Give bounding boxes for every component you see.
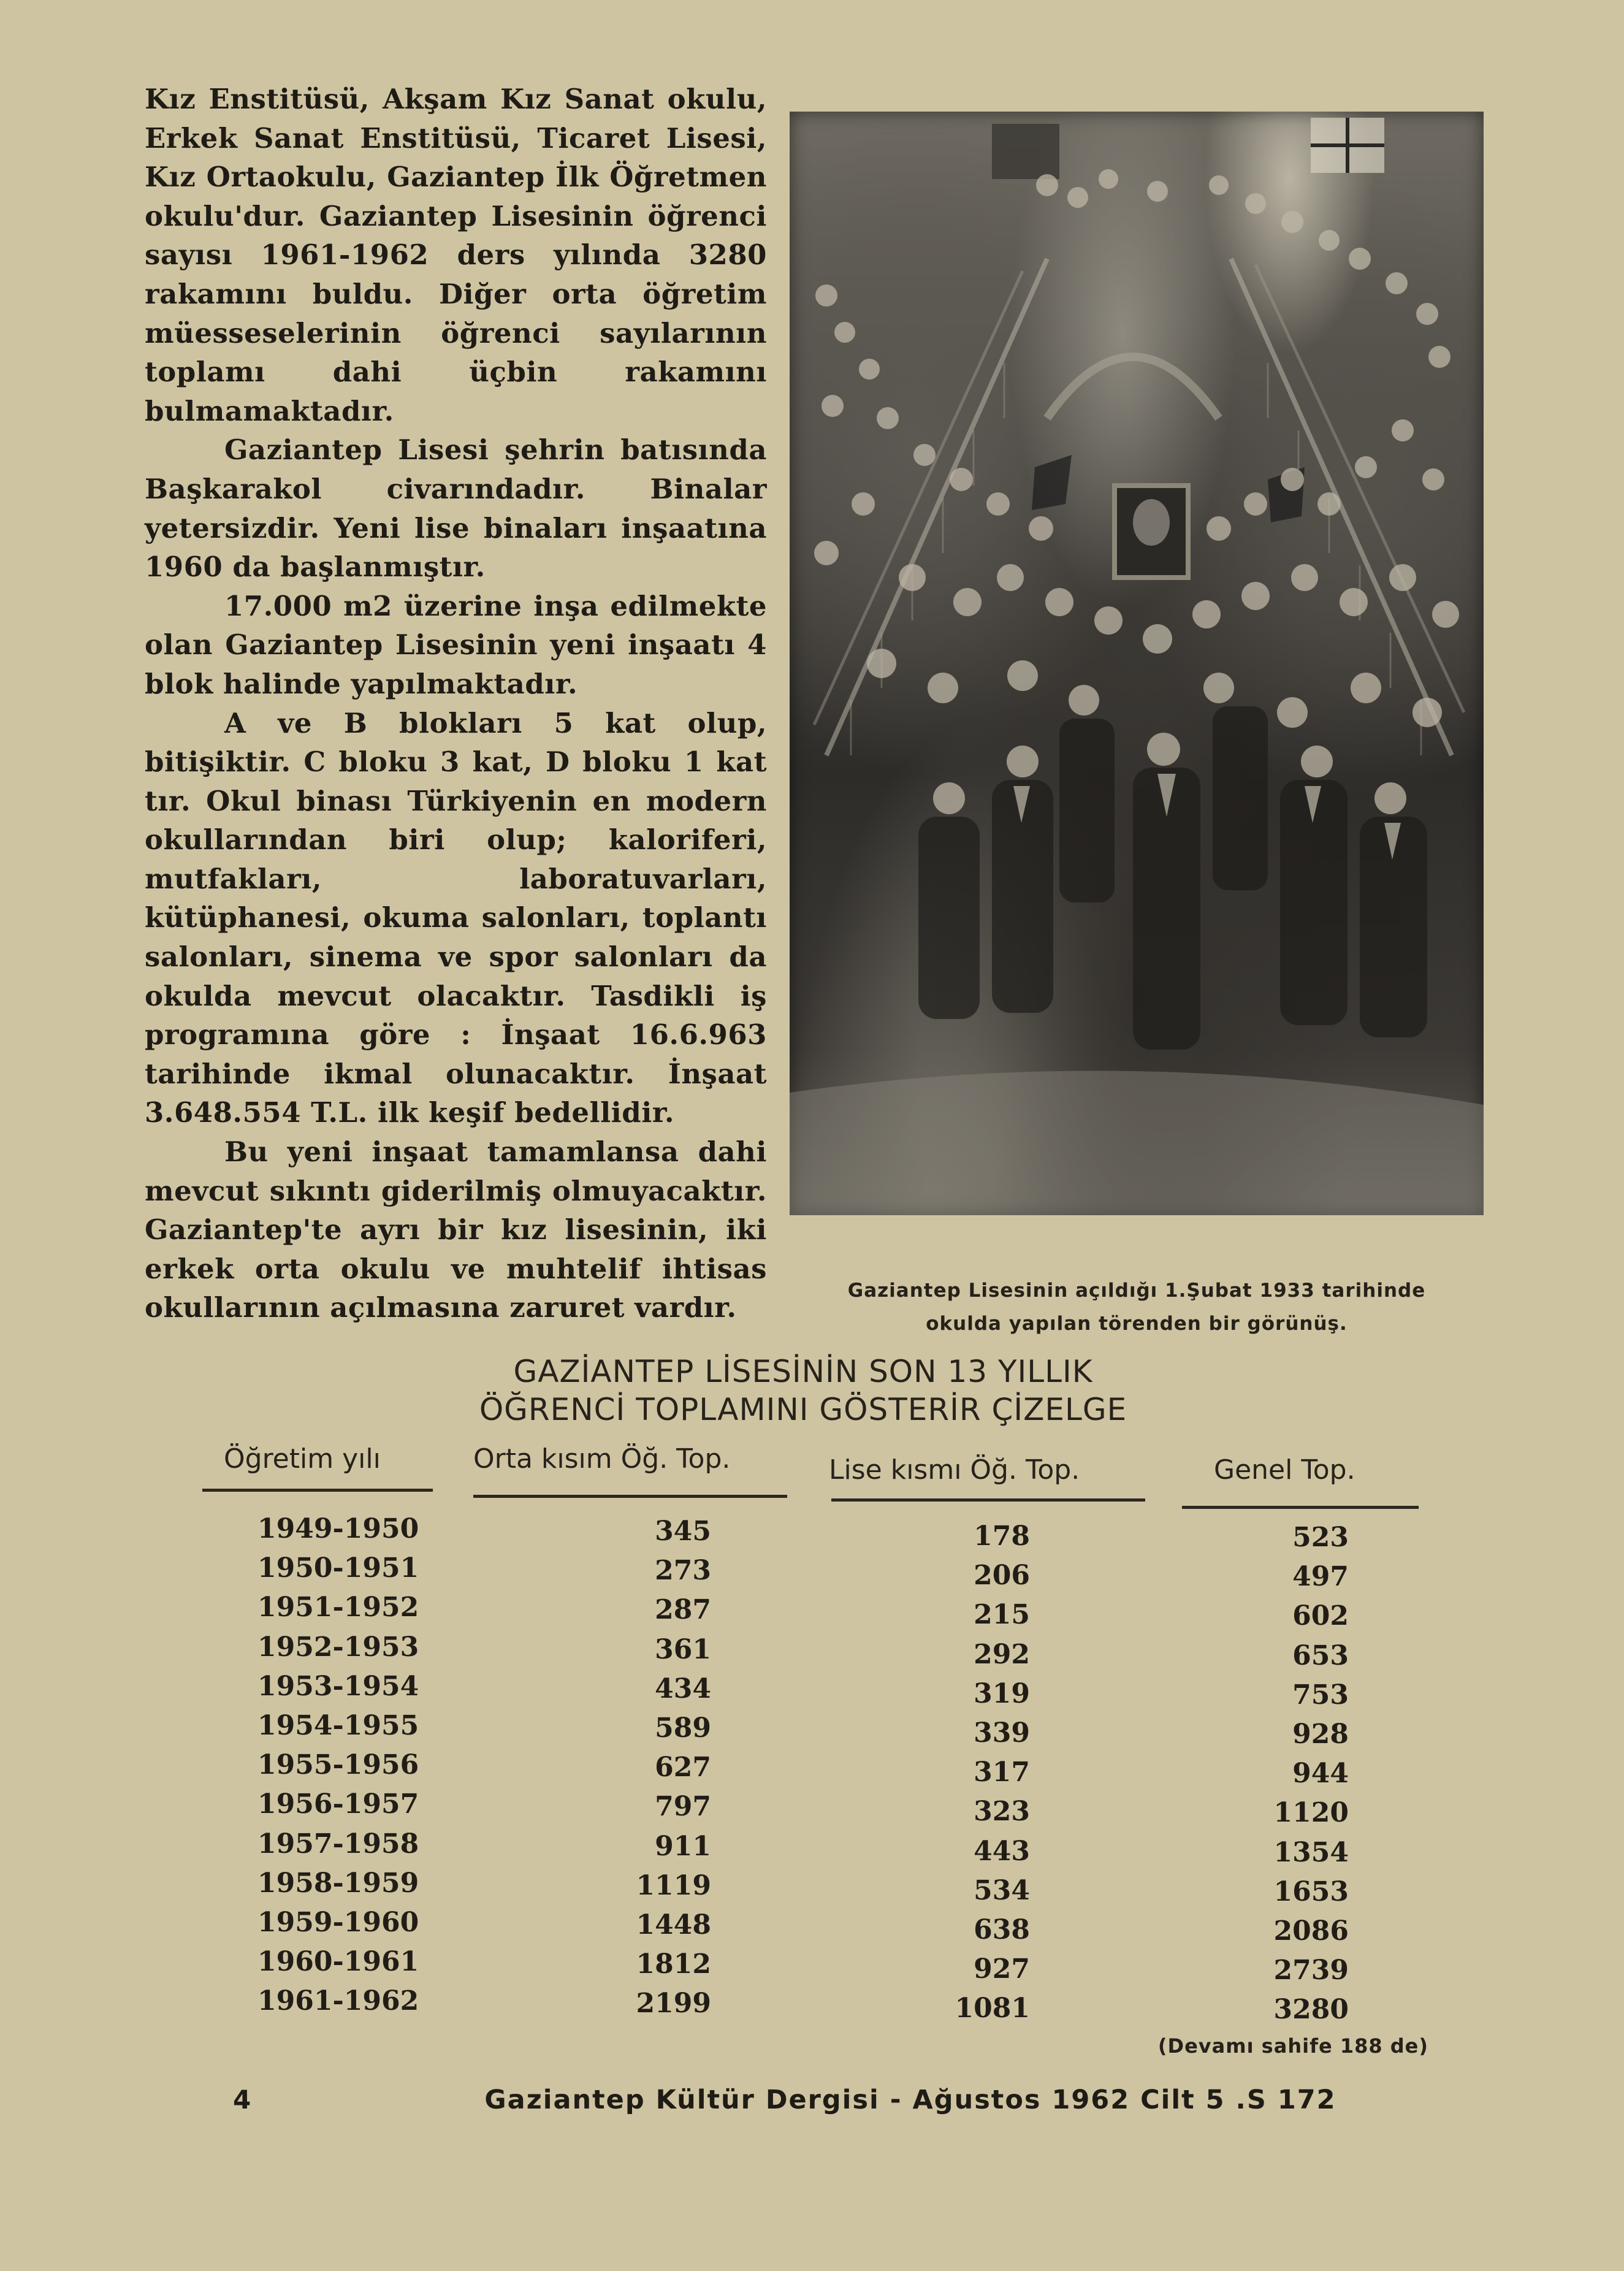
table-cell-total: 653 — [1292, 1639, 1349, 1671]
table-cell-total: 928 — [1292, 1719, 1349, 1750]
table-cell-year: 1952-1953 — [257, 1631, 419, 1663]
header-underline — [202, 1489, 433, 1492]
table-cell-high: 206 — [974, 1560, 1030, 1592]
header-general-total: Genel Top. — [1214, 1454, 1355, 1486]
table-cell-middle: 273 — [655, 1555, 711, 1587]
table-cell-year: 1949-1950 — [257, 1513, 419, 1544]
magazine-footer: Gaziantep Kültür Dergisi - Ağustos 1962 Cilt 5 .S 172 — [484, 2085, 1336, 2115]
photo-caption — [790, 1274, 1484, 1340]
article-paragraph: Kız Enstitüsü, Akşam Kız Sanat okulu, Erkek Sanat Enstitüsü, Ticaret Lisesi, Kız Ortaokulu, Gaziantep İlk Öğretmen okulu'dur. Gaziantep Lisesinin öğrenci sayısı 1961-1962 ders yılında 3280 rakamını buldu. Diğer orta öğretim müesseselerinin öğrenci sayılarının toplamı dahi üçbin rakamını bulmamaktadır. — [145, 83, 767, 427]
table-cell-year: 1961-1962 — [257, 1985, 419, 2017]
photo-illustration — [790, 112, 1484, 1215]
table-cell-high: 215 — [974, 1599, 1030, 1631]
table-title-line: GAZİANTEP LİSESİNİN SON 13 YILLIK — [513, 1354, 1093, 1389]
table-cell-middle: 2199 — [636, 1988, 711, 2020]
table-cell-high: 638 — [974, 1914, 1030, 1945]
page-number: 4 — [233, 2085, 251, 2115]
table-cell-year: 1956-1957 — [257, 1788, 419, 1820]
article-paragraph: A ve B blokları 5 kat olup, bitişiktir. C bloku 3 kat, D bloku 1 kat tır. Okul binası Türkiyenin en modern okullarından biri olup; kaloriferi, mutfakları, laboratuvarları, kütüphanesi, okuma salonları, toplantı salonları, sinema ve spor salonları da okulda mevcut olacaktır. Tasdikli iş programına göre : İnşaat 16.6.963 tarihinde ikmal olunacaktır. İnşaat 3.648.554 T.L. ilk keşif bedellidir. — [145, 706, 767, 1129]
continued-note: (Devamı sahife 188 de) — [1157, 2034, 1428, 2058]
table-title-line: ÖĞRENCİ TOPLAMINI GÖSTERİR ÇİZELGE — [479, 1392, 1127, 1427]
table-cell-total: 497 — [1292, 1561, 1349, 1593]
table-cell-middle: 1812 — [636, 1948, 711, 1980]
table-cell-total: 944 — [1292, 1758, 1349, 1790]
article-paragraph: 17.000 m2 üzerine inşa edilmekte olan Gaziantep Lisesinin yeni inşaatı 4 blok halinde yapılmaktadır. — [145, 589, 767, 700]
header-year: Öğretim yılı — [224, 1443, 381, 1475]
table-cell-middle: 589 — [655, 1712, 711, 1744]
article-text — [145, 80, 767, 1327]
ceremony-photograph — [790, 112, 1484, 1215]
table-cell-middle: 797 — [655, 1791, 711, 1823]
table-cell-high: 339 — [974, 1717, 1030, 1749]
table-cell-total: 523 — [1292, 1522, 1349, 1553]
table-cell-year: 1960-1961 — [257, 1946, 419, 1978]
table-cell-high: 927 — [974, 1953, 1030, 1985]
table-cell-high: 323 — [974, 1796, 1030, 1828]
table-cell-total: 1653 — [1273, 1876, 1349, 1907]
table-cell-year: 1957-1958 — [257, 1828, 419, 1860]
header-middle-total: Orta kısım Öğ. Top. — [473, 1443, 731, 1475]
table-cell-middle: 627 — [655, 1752, 711, 1784]
table-cell-total: 1354 — [1273, 1836, 1349, 1868]
table-cell-high: 1081 — [955, 1993, 1030, 2025]
article-paragraph: Bu yeni inşaat tamamlansa dahi mevcut sıkıntı giderilmiş olmuyacaktır. Gaziantep'te ayrı bir kız lisesinin, iki erkek orta okulu ve muhtelif ihtisas okullarının açılmasına zaruret vardır. — [145, 1136, 767, 1324]
table-cell-high: 292 — [974, 1638, 1030, 1670]
header-underline — [473, 1495, 787, 1498]
photo-caption-line: okulda yapılan törenden bir görünüş. — [926, 1313, 1348, 1335]
table-cell-high: 178 — [974, 1521, 1030, 1552]
table-cell-total: 2086 — [1273, 1915, 1349, 1947]
table-cell-high: 443 — [974, 1835, 1030, 1867]
table-cell-middle: 434 — [655, 1673, 711, 1704]
table-cell-middle: 287 — [655, 1594, 711, 1626]
table-cell-total: 3280 — [1273, 1994, 1349, 2026]
header-high-total: Lise kısmı Öğ. Top. — [829, 1454, 1080, 1486]
table-cell-year: 1959-1960 — [257, 1907, 419, 1938]
table-cell-high: 317 — [974, 1757, 1030, 1788]
table-cell-total: 602 — [1292, 1600, 1349, 1632]
header-underline — [831, 1498, 1145, 1502]
article-paragraph: Gaziantep Lisesi şehrin batısında Başkarakol civarındadır. Binalar yetersizdir. Yeni lise binaları inşaatına 1960 da başlanmıştır. — [145, 433, 767, 584]
table-cell-year: 1953-1954 — [257, 1670, 419, 1702]
header-underline — [1182, 1506, 1419, 1509]
table-cell-high: 534 — [974, 1874, 1030, 1906]
table-title — [368, 1353, 1238, 1429]
table-cell-middle: 1119 — [636, 1869, 711, 1901]
table-cell-total: 2739 — [1273, 1955, 1349, 1987]
table-cell-year: 1958-1959 — [257, 1867, 419, 1899]
table-cell-middle: 361 — [655, 1633, 711, 1665]
photo-caption-line: Gaziantep Lisesinin açıldığı 1.Şubat 1933 tarihinde — [847, 1280, 1426, 1302]
table-cell-year: 1955-1956 — [257, 1749, 419, 1781]
table-cell-middle: 345 — [655, 1516, 711, 1547]
table-cell-year: 1954-1955 — [257, 1710, 419, 1741]
table-cell-total: 1120 — [1273, 1797, 1349, 1829]
table-cell-high: 319 — [974, 1677, 1030, 1709]
table-cell-total: 753 — [1292, 1679, 1349, 1711]
table-cell-middle: 911 — [655, 1830, 711, 1862]
table-cell-year: 1951-1952 — [257, 1592, 419, 1624]
table-cell-middle: 1448 — [636, 1909, 711, 1941]
table-cell-year: 1950-1951 — [257, 1552, 419, 1584]
